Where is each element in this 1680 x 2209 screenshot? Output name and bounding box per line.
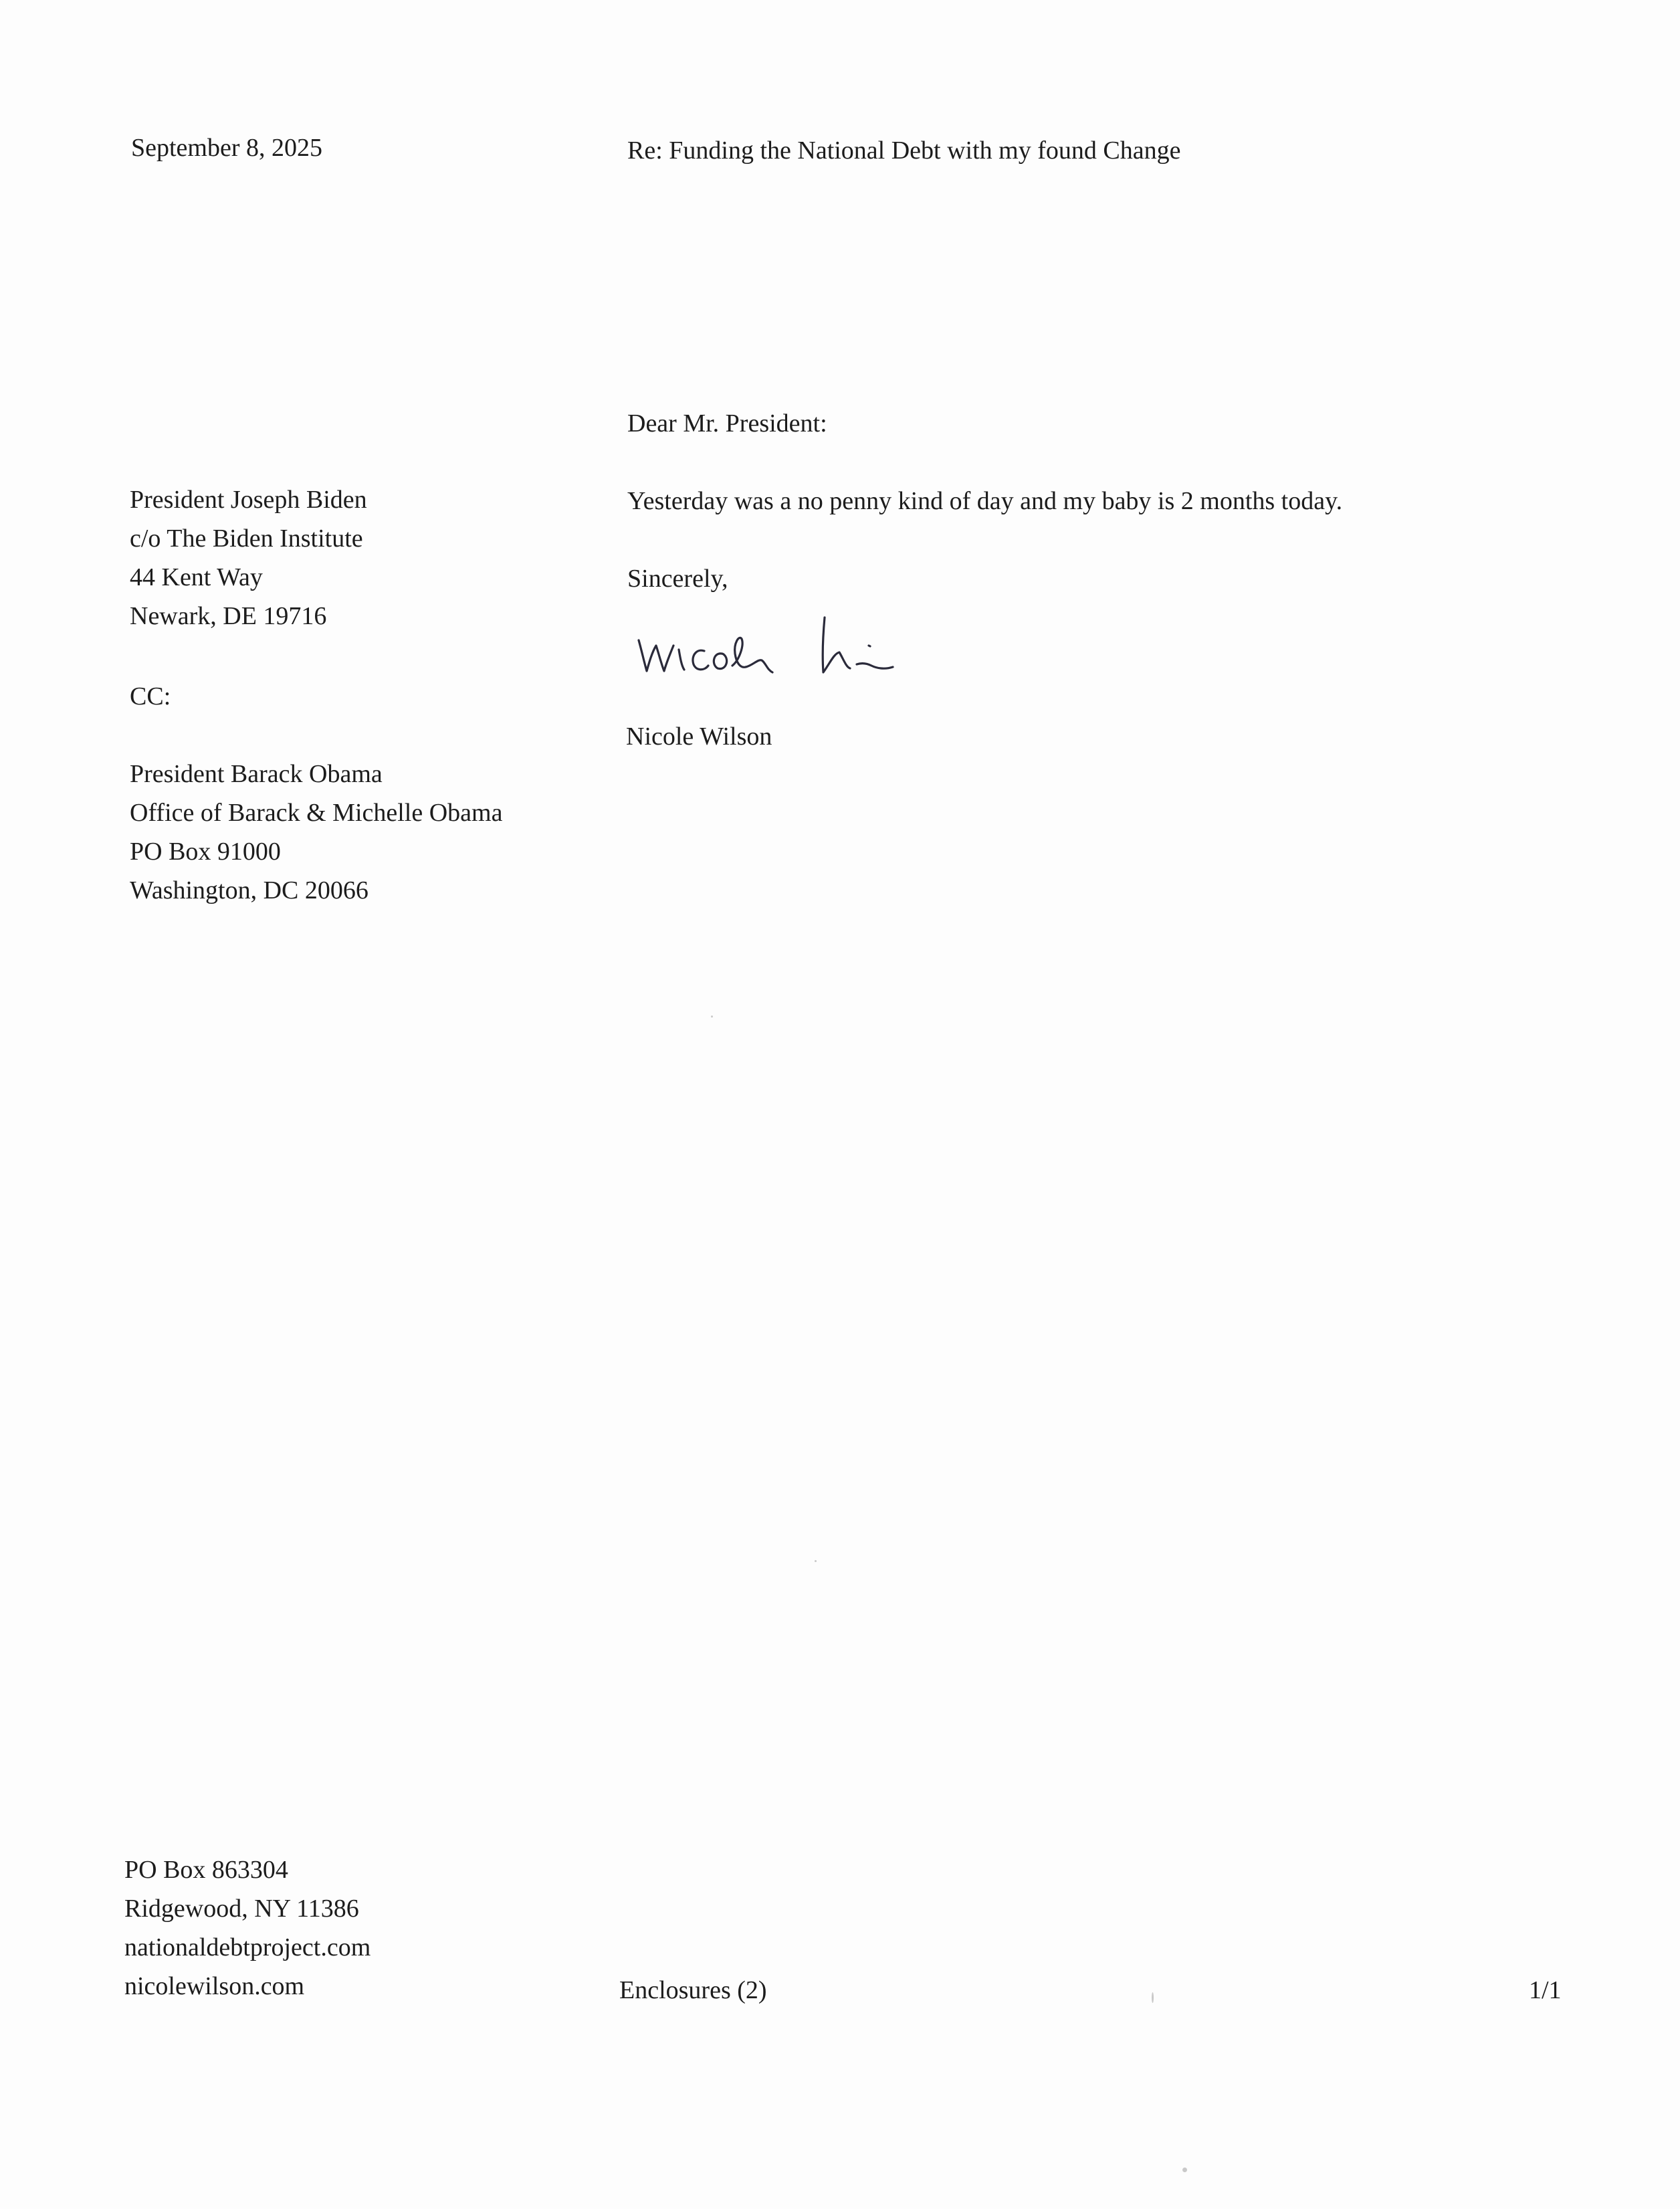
recipient-line: Newark, DE 19716 bbox=[130, 602, 327, 630]
handwritten-signature bbox=[632, 605, 940, 692]
letter-subject: Re: Funding the National Debt with my found Change bbox=[627, 136, 1181, 165]
footer-line: PO Box 863304 bbox=[124, 1856, 288, 1884]
cc-line: Washington, DC 20066 bbox=[130, 876, 369, 904]
footer-website: nationaldebtproject.com bbox=[124, 1933, 371, 1961]
letter-body: Yesterday was a no penny kind of day and my baby is 2 months today. bbox=[627, 487, 1343, 515]
recipient-line: 44 Kent Way bbox=[130, 563, 263, 591]
footer-website: nicolewilson.com bbox=[124, 1972, 305, 2000]
recipient-line: c/o The Biden Institute bbox=[130, 524, 363, 553]
cc-address bbox=[130, 755, 502, 910]
cc-line: PO Box 91000 bbox=[130, 838, 281, 866]
paper-speck bbox=[1182, 2168, 1187, 2172]
sender-footer-address bbox=[124, 1850, 371, 2006]
paper-speck bbox=[1152, 1992, 1154, 2003]
footer-line: Ridgewood, NY 11386 bbox=[124, 1895, 359, 1923]
recipient-line: President Joseph Biden bbox=[130, 486, 367, 514]
cc-label: CC: bbox=[130, 682, 171, 710]
paper-speck bbox=[815, 1560, 817, 1562]
salutation: Dear Mr. President: bbox=[627, 409, 827, 438]
paper-speck bbox=[711, 1016, 713, 1018]
recipient-address bbox=[130, 480, 367, 636]
page-number: 1/1 bbox=[1529, 1976, 1562, 2004]
enclosures-note: Enclosures (2) bbox=[619, 1976, 767, 2004]
closing: Sincerely, bbox=[627, 565, 728, 593]
letter-date: September 8, 2025 bbox=[131, 134, 323, 162]
cc-line: President Barack Obama bbox=[130, 760, 383, 788]
cc-line: Office of Barack & Michelle Obama bbox=[130, 799, 503, 827]
signer-name: Nicole Wilson bbox=[626, 723, 772, 751]
